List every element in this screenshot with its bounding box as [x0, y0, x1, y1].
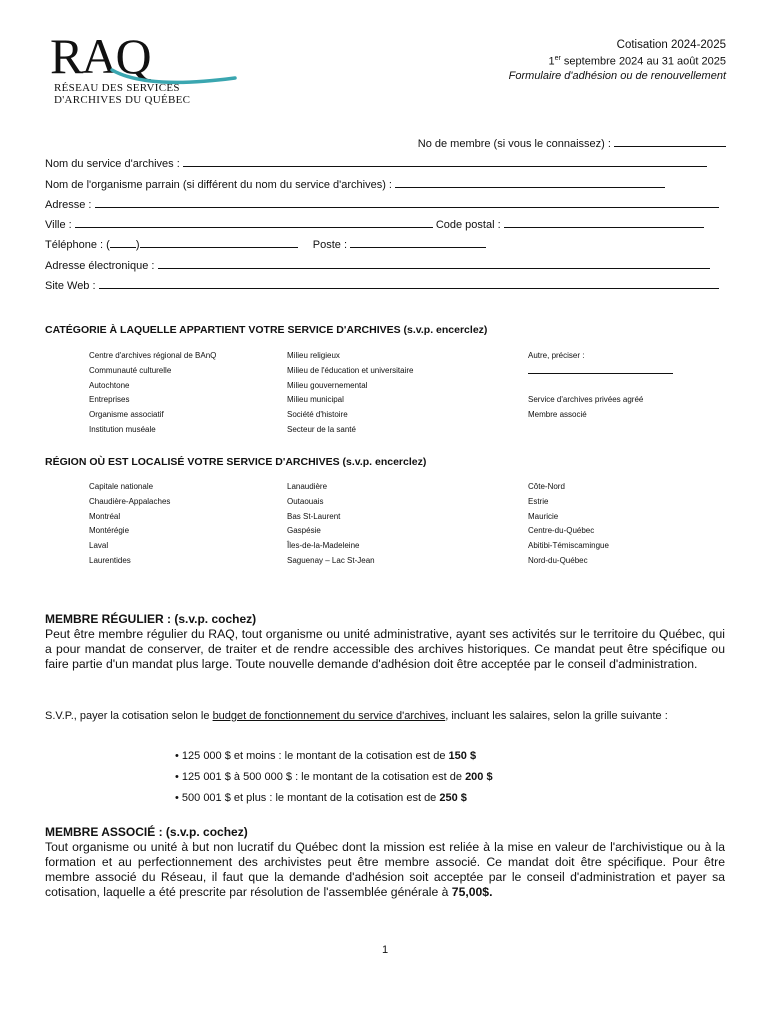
header-title: Cotisation 2024-2025	[616, 39, 726, 51]
category-option[interactable]: Membre associé	[528, 410, 587, 420]
category-option[interactable]: Autochtone	[89, 380, 130, 390]
category-option[interactable]: Société d'histoire	[287, 410, 348, 420]
category-option[interactable]: Milieu municipal	[287, 395, 344, 405]
category-option[interactable]: Communauté culturelle	[89, 365, 172, 375]
extension-label: Poste :	[312, 239, 348, 251]
logo-subtitle	[54, 82, 190, 106]
sponsor-field[interactable]: Nom de l'organisme parrain (si différent du nom du service d'archives) :	[45, 177, 665, 191]
category-option[interactable]: Institution muséale	[89, 424, 156, 434]
budget-link-text: budget de fonctionnement du service d'archives	[212, 710, 446, 722]
email-field[interactable]: Adresse électronique :	[45, 258, 710, 272]
region-option[interactable]: Mauricie	[528, 511, 559, 521]
region-option[interactable]: Capitale nationale	[89, 482, 154, 491]
category-other-field[interactable]	[528, 365, 673, 374]
region-option[interactable]: Côte-Nord	[528, 482, 565, 491]
page-number: 1	[381, 944, 389, 956]
region-option[interactable]: Laurentides	[89, 555, 131, 565]
category-option[interactable]: Centre d'archives régional de BAnQ	[89, 351, 217, 360]
associate-amount: 75,00$.	[451, 885, 493, 899]
extension-field[interactable]	[350, 237, 486, 248]
region-title: RÉGION OÙ EST LOCALISÉ VOTRE SERVICE D'ARCHIVES (s.v.p. encerclez)	[45, 456, 427, 468]
address-field[interactable]: Adresse :	[45, 197, 719, 211]
region-option[interactable]: Outaouais	[287, 496, 324, 506]
region-option[interactable]: Gaspésie	[287, 526, 321, 536]
region-option[interactable]: Bas St-Laurent	[287, 511, 341, 521]
associate-member-title: MEMBRE ASSOCIÉ : (s.v.p. cochez)	[45, 825, 248, 839]
category-option[interactable]: Autre, préciser :	[528, 351, 585, 360]
category-option	[528, 381, 643, 396]
category-option[interactable]: Milieu gouvernemental	[287, 380, 368, 390]
category-option[interactable]: Service d'archives privées agréé	[528, 395, 644, 405]
category-title: CATÉGORIE À LAQUELLE APPARTIENT VOTRE SERVICE D'ARCHIVES (s.v.p. encerclez)	[45, 324, 488, 336]
region-option[interactable]: Abitibi-Témiscamingue	[528, 541, 609, 551]
associate-member-text: Tout organisme ou unité à but non lucratif du Québec dont la mission est reliée à la mise en valeur de l'archivistique ou à la formation et au perfectionnement des archivistes peut être membre associé. Ce mandat doit être spécifique. Pour être membre associé du Réseau, il faut que la demande d'adhésion soit acceptée par le conseil d'administration et payer sa cotisation, laquelle a été prescrite par résolution de l'assemblée générale à 75,00$.	[45, 840, 725, 899]
logo-line-1: RÉSEAU DES SERVICES	[54, 82, 180, 94]
service-name-field[interactable]: Nom du service d'archives :	[45, 156, 707, 170]
logo-acronym: RAQ	[50, 28, 150, 84]
category-col-1	[89, 351, 216, 440]
region-option[interactable]: Montérégie	[89, 526, 130, 536]
header-block	[509, 38, 726, 83]
category-option[interactable]: Milieu religieux	[287, 351, 340, 360]
region-option[interactable]: Chaudière-Appalaches	[89, 496, 171, 506]
phone-field[interactable]: Téléphone : ( ) Poste :	[45, 237, 486, 251]
tier-2: • 125 001 $ à 500 000 $ : le montant de la cotisation est de 200 $	[175, 771, 493, 783]
category-col-2	[287, 351, 413, 440]
region-option[interactable]: Nord-du-Québec	[528, 555, 588, 565]
region-col-1	[89, 482, 170, 571]
region-option[interactable]: Lanaudière	[287, 482, 328, 491]
logo-line-2: D'ARCHIVES DU QUÉBEC	[54, 94, 191, 106]
region-option[interactable]: Îles-de-la-Madeleine	[287, 541, 360, 551]
postal-code-field[interactable]	[504, 217, 704, 228]
tier-3: • 500 001 $ et plus : le montant de la cotisation est de 250 $	[175, 792, 467, 804]
raq-logo	[50, 28, 250, 114]
category-option[interactable]: Milieu de l'éducation et universitaire	[287, 365, 414, 375]
region-option[interactable]: Saguenay – Lac St-Jean	[287, 555, 375, 565]
postal-code-label: Code postal :	[435, 219, 501, 231]
region-col-3	[528, 482, 609, 571]
payment-instructions: S.V.P., payer la cotisation selon le budget de fonctionnement du service d'archives, incluant les salaires, selon la grille suivante :	[45, 710, 668, 722]
region-option[interactable]: Centre-du-Québec	[528, 526, 595, 536]
category-option	[528, 425, 643, 440]
region-col-2	[287, 482, 375, 571]
regular-member-text: Peut être membre régulier du RAQ, tout organisme ou unité administrative, ayant ses activités sur le territoire du Québec, qui a pour mandat de conserver, de traiter et de rendre accessible des archives historiques. Ce mandat peut être spécifique ou faire partie d'un mandat plus large. Toute nouvelle demande d'adhésion doit être acceptée par le conseil d'administration.	[45, 627, 725, 671]
member-number-field[interactable]: No de membre (si vous le connaissez) :	[418, 136, 726, 150]
city-field[interactable]: Ville : Code postal :	[45, 217, 704, 231]
tier-1: • 125 000 $ et moins : le montant de la cotisation est de 150 $	[175, 750, 477, 762]
header-form-name: Formulaire d'adhésion ou de renouvellement	[508, 69, 726, 82]
category-option[interactable]: Organisme associatif	[89, 410, 164, 420]
header-dates: 1er septembre 2024 au 31 août 2025	[548, 55, 726, 68]
website-field[interactable]: Site Web :	[45, 278, 719, 292]
region-option[interactable]: Estrie	[528, 496, 549, 506]
region-option[interactable]: Laval	[89, 541, 109, 551]
category-option[interactable]: Secteur de la santé	[287, 424, 356, 434]
regular-member-title: MEMBRE RÉGULIER : (s.v.p. cochez)	[45, 612, 257, 626]
region-option[interactable]: Montréal	[89, 511, 121, 521]
category-option[interactable]: Entreprises	[89, 395, 130, 405]
